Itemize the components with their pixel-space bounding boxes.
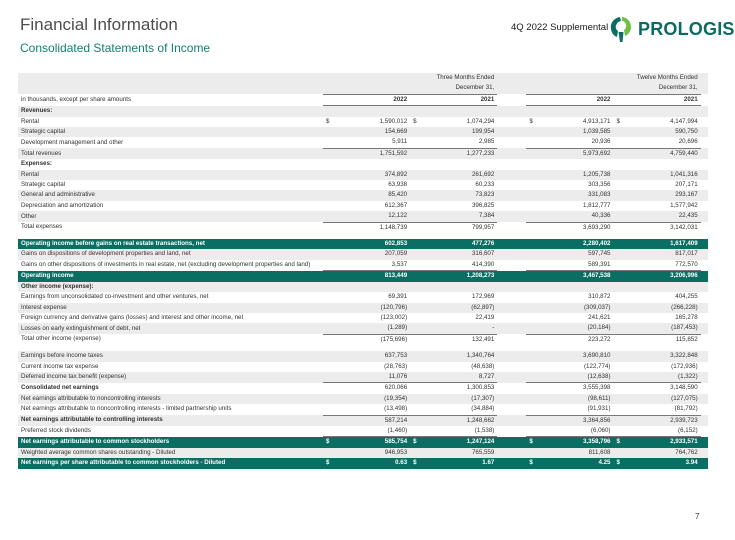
row-value: 3,142,031 <box>670 223 698 231</box>
row-value: (187,453) <box>626 323 701 334</box>
row-value: 11,076 <box>335 372 410 383</box>
row-label: Earnings before income taxes <box>18 351 323 361</box>
row-value: 811,608 <box>538 448 613 458</box>
row-value: (172,936) <box>671 362 698 370</box>
supplement-label: 4Q 2022 Supplemental <box>511 22 609 33</box>
table-row <box>18 292 708 302</box>
row-value: 764,762 <box>626 448 701 458</box>
row-value: 293,167 <box>626 190 701 200</box>
row-value: 602,853 <box>335 239 410 249</box>
row-value: 12,122 <box>335 211 410 222</box>
row-value: 3,322,848 <box>626 351 701 361</box>
row-value: 620,066 <box>384 384 408 392</box>
row-label: Consolidated net earnings <box>21 384 99 392</box>
row-value: 765,559 <box>422 448 497 458</box>
row-label: Total revenues <box>18 148 323 159</box>
row-value: 3,358,796 <box>538 437 613 448</box>
row-value: 1,277,233 <box>422 148 497 159</box>
row-value: 3,537 <box>335 260 410 271</box>
currency-symbol: $ <box>616 117 620 125</box>
row-value: 3,690,810 <box>538 351 613 361</box>
row-value: 1,577,942 <box>670 201 698 209</box>
row-value: 207,171 <box>675 181 698 189</box>
table-row <box>18 249 708 259</box>
year-header: 2021 <box>614 94 701 105</box>
row-label: Interest expense <box>18 303 323 313</box>
section-header-row <box>18 106 708 117</box>
table-row <box>18 351 708 361</box>
currency-symbol: $ <box>413 117 417 125</box>
row-value: (266,228) <box>626 303 701 313</box>
header-row-period <box>18 73 708 83</box>
row-value: 597,745 <box>538 249 613 259</box>
table-row <box>18 137 708 148</box>
row-value: 1,617,409 <box>626 239 701 249</box>
row-value: 813,449 <box>335 271 410 282</box>
row-value: 799,957 <box>471 223 495 231</box>
currency-symbol: $ <box>614 437 626 448</box>
row-value: 772,570 <box>626 260 701 271</box>
row-value: 5,911 <box>335 137 410 148</box>
currency-symbol: $ <box>614 458 626 468</box>
row-value: 1,074,294 <box>466 117 495 125</box>
row-value: 374,892 <box>335 170 410 180</box>
three-months-date: December 31, <box>323 83 497 94</box>
row-value: 4,759,440 <box>626 148 701 159</box>
row-label: Deferred income tax benefit (expense) <box>18 372 323 383</box>
row-value: (1,460) <box>335 426 410 437</box>
row-label: Gains on dispositions of development properties and land, net <box>18 249 323 259</box>
table-row <box>18 148 708 159</box>
row-value: (120,796) <box>335 303 410 313</box>
row-value: 1,039,585 <box>538 127 613 137</box>
table-row <box>18 127 708 137</box>
row-value: 590,750 <box>626 127 701 137</box>
row-label: Strategic capital <box>21 181 66 189</box>
row-value: 2,985 <box>422 137 497 148</box>
row-label: Preferred stock dividends <box>21 427 91 435</box>
logo-wordmark: PROLOGIS <box>638 19 735 39</box>
row-label: Rental <box>21 117 39 125</box>
row-value: 63,938 <box>388 181 408 189</box>
table-row <box>18 190 708 200</box>
row-value: 7,384 <box>422 211 497 222</box>
year-header: 2022 <box>323 94 410 105</box>
year-header: 2022 <box>526 94 613 105</box>
row-value: 310,872 <box>588 293 611 301</box>
row-label: Operating income before gains on real estate transactions, net <box>18 239 323 249</box>
row-value: 2,280,402 <box>538 239 613 249</box>
table-row <box>18 448 708 458</box>
row-value: 1,340,764 <box>422 351 497 361</box>
row-label: Total expenses <box>21 223 63 231</box>
row-label: Losses on early extinguishment of debt, net <box>18 323 323 334</box>
row-value: 1,041,316 <box>626 170 701 180</box>
row-label: Strategic capital <box>18 127 323 137</box>
header-row-years <box>18 94 708 105</box>
row-label: Net earnings attributable to noncontrolling interests <box>18 394 323 404</box>
row-value: 22,419 <box>475 313 495 321</box>
row-value: 331,083 <box>538 190 613 200</box>
row-value: 165,278 <box>675 313 698 321</box>
three-months-header: Three Months Ended <box>323 73 497 83</box>
row-value: 587,214 <box>335 415 410 426</box>
row-value: 589,391 <box>538 260 613 271</box>
row-value: (175,696) <box>380 335 408 343</box>
units-note: in thousands, except per share amounts <box>21 95 132 103</box>
row-value: (19,354) <box>335 394 410 404</box>
row-value: 404,255 <box>675 293 698 301</box>
currency-symbol: $ <box>526 437 538 448</box>
page-subtitle: Consolidated Statements of Income <box>20 41 211 55</box>
table-row <box>18 180 708 190</box>
row-value: 3.94 <box>626 458 701 468</box>
currency-symbol: $ <box>323 458 335 468</box>
page-number: 7 <box>695 512 700 521</box>
currency-symbol: $ <box>410 437 422 448</box>
table-row <box>18 222 708 233</box>
row-value: 22,435 <box>626 211 701 222</box>
row-value: 1,208,273 <box>422 271 497 282</box>
currency-symbol: $ <box>323 437 335 448</box>
row-value: (1,322) <box>626 372 701 383</box>
twelve-months-header: Twelve Months Ended <box>526 73 700 83</box>
row-value: 85,420 <box>335 190 410 200</box>
row-value: (28,763) <box>384 362 408 370</box>
row-value: 241,621 <box>588 313 611 321</box>
row-value: - <box>422 323 497 334</box>
table-row <box>18 323 708 334</box>
table-row <box>18 372 708 383</box>
row-value: 612,367 <box>384 201 408 209</box>
row-value: (98,611) <box>538 394 613 404</box>
row-value: 396,825 <box>471 201 495 209</box>
row-value: 303,356 <box>588 181 611 189</box>
row-label: Net earnings per share attributable to common stockholders - Diluted <box>18 458 323 468</box>
row-label: Foreign currency and derivative gains (losses) and interest and other income, net <box>21 313 244 321</box>
currency-symbol: $ <box>410 458 422 468</box>
row-value: 817,017 <box>626 249 701 259</box>
row-value: 172,969 <box>471 293 495 301</box>
row-label: Net earnings attributable to controlling interests <box>18 415 323 426</box>
row-value: (13,498) <box>335 404 410 415</box>
row-label: Depreciation and amortization <box>21 201 104 209</box>
table-row <box>18 117 708 127</box>
row-value: 69,391 <box>388 293 408 301</box>
row-value: (17,307) <box>422 394 497 404</box>
row-value: 1,148,739 <box>379 223 408 231</box>
row-value: 20,696 <box>626 137 701 148</box>
row-value: 199,954 <box>422 127 497 137</box>
table-row <box>18 362 708 372</box>
row-value: 0.63 <box>335 458 410 468</box>
row-value: 1,590,012 <box>379 117 408 125</box>
row-value: 1,205,738 <box>538 170 613 180</box>
row-label: Earnings from unconsolidated co-investment and other ventures, net <box>21 293 209 301</box>
row-label: Net earnings attributable to noncontrolling interests - limited partnership units <box>21 405 232 413</box>
row-value: 316,607 <box>422 249 497 259</box>
row-value: 585,754 <box>335 437 410 448</box>
row-value: 3,148,590 <box>670 384 698 392</box>
section-label: Expenses: <box>21 160 52 168</box>
header-row-date <box>18 83 708 94</box>
row-value: 132,491 <box>471 335 495 343</box>
row-value: (6,152) <box>626 426 701 437</box>
table-row <box>18 334 708 345</box>
row-label: General and administrative <box>18 190 323 200</box>
row-value: 4,913,171 <box>582 117 611 125</box>
section-header-row <box>18 159 708 169</box>
prologis-logo-icon <box>608 14 634 44</box>
page-title: Financial Information <box>20 15 178 34</box>
table-row <box>18 394 708 404</box>
table-row <box>18 260 708 271</box>
row-value: 414,390 <box>422 260 497 271</box>
table-row <box>18 383 708 394</box>
row-value: 1,247,124 <box>422 437 497 448</box>
row-value: 4.25 <box>538 458 613 468</box>
row-value: 8,727 <box>422 372 497 383</box>
row-value: (48,638) <box>471 362 495 370</box>
row-value: 5,973,692 <box>538 148 613 159</box>
year-header: 2021 <box>410 94 497 105</box>
row-value: (1,289) <box>335 323 410 334</box>
row-value: (6,060) <box>538 426 613 437</box>
table-row <box>18 426 708 437</box>
row-value: (20,184) <box>538 323 613 334</box>
row-value: (123,002) <box>380 313 408 321</box>
table-row <box>18 170 708 180</box>
row-label: Net earnings attributable to common stockholders <box>18 437 323 448</box>
row-value: (62,897) <box>422 303 497 313</box>
row-value: 3,555,398 <box>582 384 611 392</box>
row-label: Current income tax expense <box>21 362 99 370</box>
row-value: 207,059 <box>335 249 410 259</box>
row-value: (12,638) <box>538 372 613 383</box>
row-label: Total other income (expense) <box>21 335 101 343</box>
row-value: 40,336 <box>538 211 613 222</box>
income-statement-table <box>18 73 708 469</box>
row-label: Operating income <box>18 271 323 282</box>
row-value: 1.67 <box>422 458 497 468</box>
row-label: Other <box>18 211 323 222</box>
row-value: (122,774) <box>584 362 611 370</box>
row-value: (34,884) <box>422 404 497 415</box>
row-value: 1,300,853 <box>466 384 495 392</box>
row-value: 2,933,571 <box>626 437 701 448</box>
row-value: 3,364,856 <box>538 415 613 426</box>
row-value: 3,467,538 <box>538 271 613 282</box>
row-value: 477,276 <box>422 239 497 249</box>
table-row <box>18 437 708 448</box>
table-row <box>18 415 708 426</box>
prologis-logo <box>608 14 735 46</box>
currency-symbol: $ <box>529 117 533 125</box>
row-value: 946,953 <box>335 448 410 458</box>
row-value: 154,669 <box>335 127 410 137</box>
row-value: 1,248,662 <box>422 415 497 426</box>
row-label: Weighted average common shares outstanding - Diluted <box>18 448 323 458</box>
section-header-row <box>18 282 708 292</box>
table-row <box>18 201 708 211</box>
row-value: 1,812,777 <box>582 201 611 209</box>
row-value: 637,753 <box>335 351 410 361</box>
table-row <box>18 271 708 282</box>
row-value: (127,075) <box>626 394 701 404</box>
row-value: 261,692 <box>422 170 497 180</box>
row-label: Development management and other <box>21 138 124 146</box>
table-row <box>18 313 708 323</box>
currency-symbol: $ <box>326 117 330 125</box>
row-value: 3,693,290 <box>582 223 611 231</box>
row-value: 115,852 <box>675 335 698 343</box>
row-label: Rental <box>18 170 323 180</box>
row-value: (81,792) <box>626 404 701 415</box>
table-row <box>18 239 708 249</box>
twelve-months-date: December 31, <box>526 83 700 94</box>
currency-symbol: $ <box>526 458 538 468</box>
row-value: (91,931) <box>538 404 613 415</box>
row-label: Gains on other dispositions of investments in real estate, net (excluding development properties and land) <box>21 261 311 269</box>
table-row <box>18 458 708 468</box>
row-value: 223,272 <box>588 335 611 343</box>
row-value: 20,936 <box>538 137 613 148</box>
section-label: Revenues: <box>18 106 323 117</box>
row-value: (309,037) <box>538 303 613 313</box>
table-row <box>18 303 708 313</box>
row-value: 1,751,592 <box>335 148 410 159</box>
row-value: (1,538) <box>422 426 497 437</box>
table-row <box>18 404 708 415</box>
row-value: 60,233 <box>475 181 495 189</box>
section-label: Other income (expense): <box>18 282 323 292</box>
row-value: 2,939,723 <box>626 415 701 426</box>
table-row <box>18 211 708 222</box>
row-value: 73,823 <box>422 190 497 200</box>
row-value: 3,206,996 <box>626 271 701 282</box>
row-value: 4,147,994 <box>670 117 698 125</box>
